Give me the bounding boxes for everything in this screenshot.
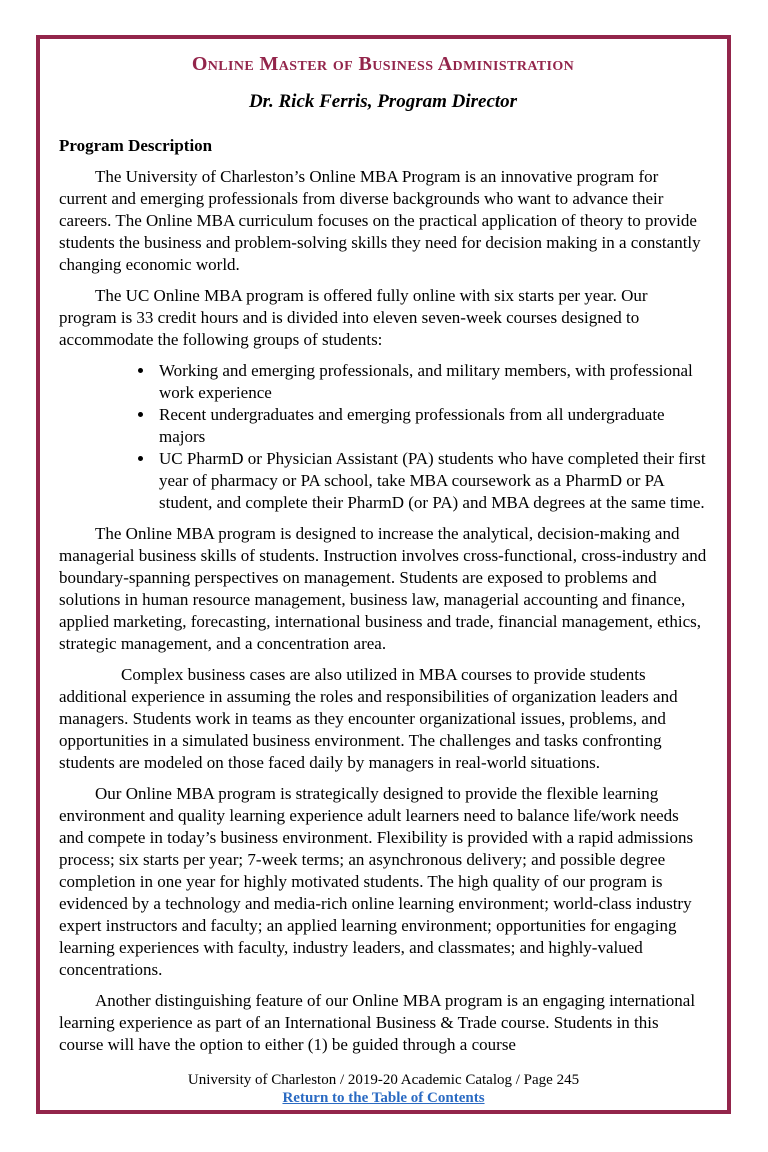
paragraph-program-design: The Online MBA program is designed to increase the analytical, decision-making and managerial business skills of students. Instruction involves cross-functional, cross-industry and boundary-spanning perspectives on management. Students are exposed to problems and solutions in human resource management, business law, managerial accounting and finance, applied marketing, forecasting, international business and trade, financial management, ethics, strategic management, and a concentration area. (59, 524, 707, 653)
footer-catalog-info: University of Charleston / 2019-20 Academic Catalog / Page 245 (187, 1072, 580, 1088)
return-to-toc-link[interactable]: Return to the Table of Contents (282, 1090, 485, 1106)
paragraph-flexibility: Our Online MBA program is strategically designed to provide the flexible learning environment and quality learning experience adult learners need to balance life/work needs and compete in today’s business environment. Flexibility is provided with a rapid admissions process; six starts per year; 7-week terms; an asynchronous delivery; and possible degree completion in one year for highly motivated students. The high quality of our program is evidenced by a technology and media-rich online learning environment; world-class industry expert instructors and faculty; an applied learning environment; opportunities for engaging learning experiences with faculty, industry leaders, and classmates; and highly-valued concentrations. (59, 784, 694, 979)
page-border (36, 35, 731, 1114)
list-item-pharmd-pa-students: • UC PharmD or Physician Assistant (PA) students who have completed their first year of pharmacy or PA school, take MBA coursework as a PharmD or PA student, and complete their PharmD (or PA) and MBA degrees at the same time. (155, 448, 707, 514)
paragraph-program-structure: The UC Online MBA program is offered fully online with six starts per year. Our program is 33 credit hours and is divided into eleven seven-week courses designed to accommodate the following groups of students: (59, 286, 648, 349)
list-item-recent-undergraduates: • Recent undergraduates and emerging professionals from all undergraduate majors (155, 404, 707, 448)
paragraph-business-cases: Complex business cases are also utilized in MBA courses to provide students additional experience in assuming the roles and responsibilities of organization leaders and managers. Students work in teams as they encounter organizational issues, problems, and opportunities in a simulated business environment. The challenges and tasks confronting students are modeled on those faced daily by managers in real-world situations. (59, 665, 678, 772)
page-title: Online Master of Business Administration (191, 53, 575, 75)
section-heading-program-description: Program Description (59, 136, 213, 155)
student-groups-list (59, 360, 707, 514)
program-director-subtitle: Dr. Rick Ferris, Program Director (248, 91, 518, 112)
list-item-working-professionals: • Working and emerging professionals, and military members, with professional work experience (155, 360, 707, 404)
page-footer (40, 1071, 727, 1107)
paragraph-program-intro: The University of Charleston’s Online MBA Program is an innovative program for current and emerging professionals from diverse backgrounds who want to advance their careers. The Online MBA curriculum focuses on the practical application of theory to provide students the business and problem-solving skills they need for decision making in a constantly changing economic world. (59, 167, 701, 274)
paragraph-international-experience: Another distinguishing feature of our Online MBA program is an engaging international learning experience as part of an International Business & Trade course. Students in this course will have the option to either (1) be guided through a course (59, 991, 696, 1054)
page-content (40, 39, 727, 1110)
